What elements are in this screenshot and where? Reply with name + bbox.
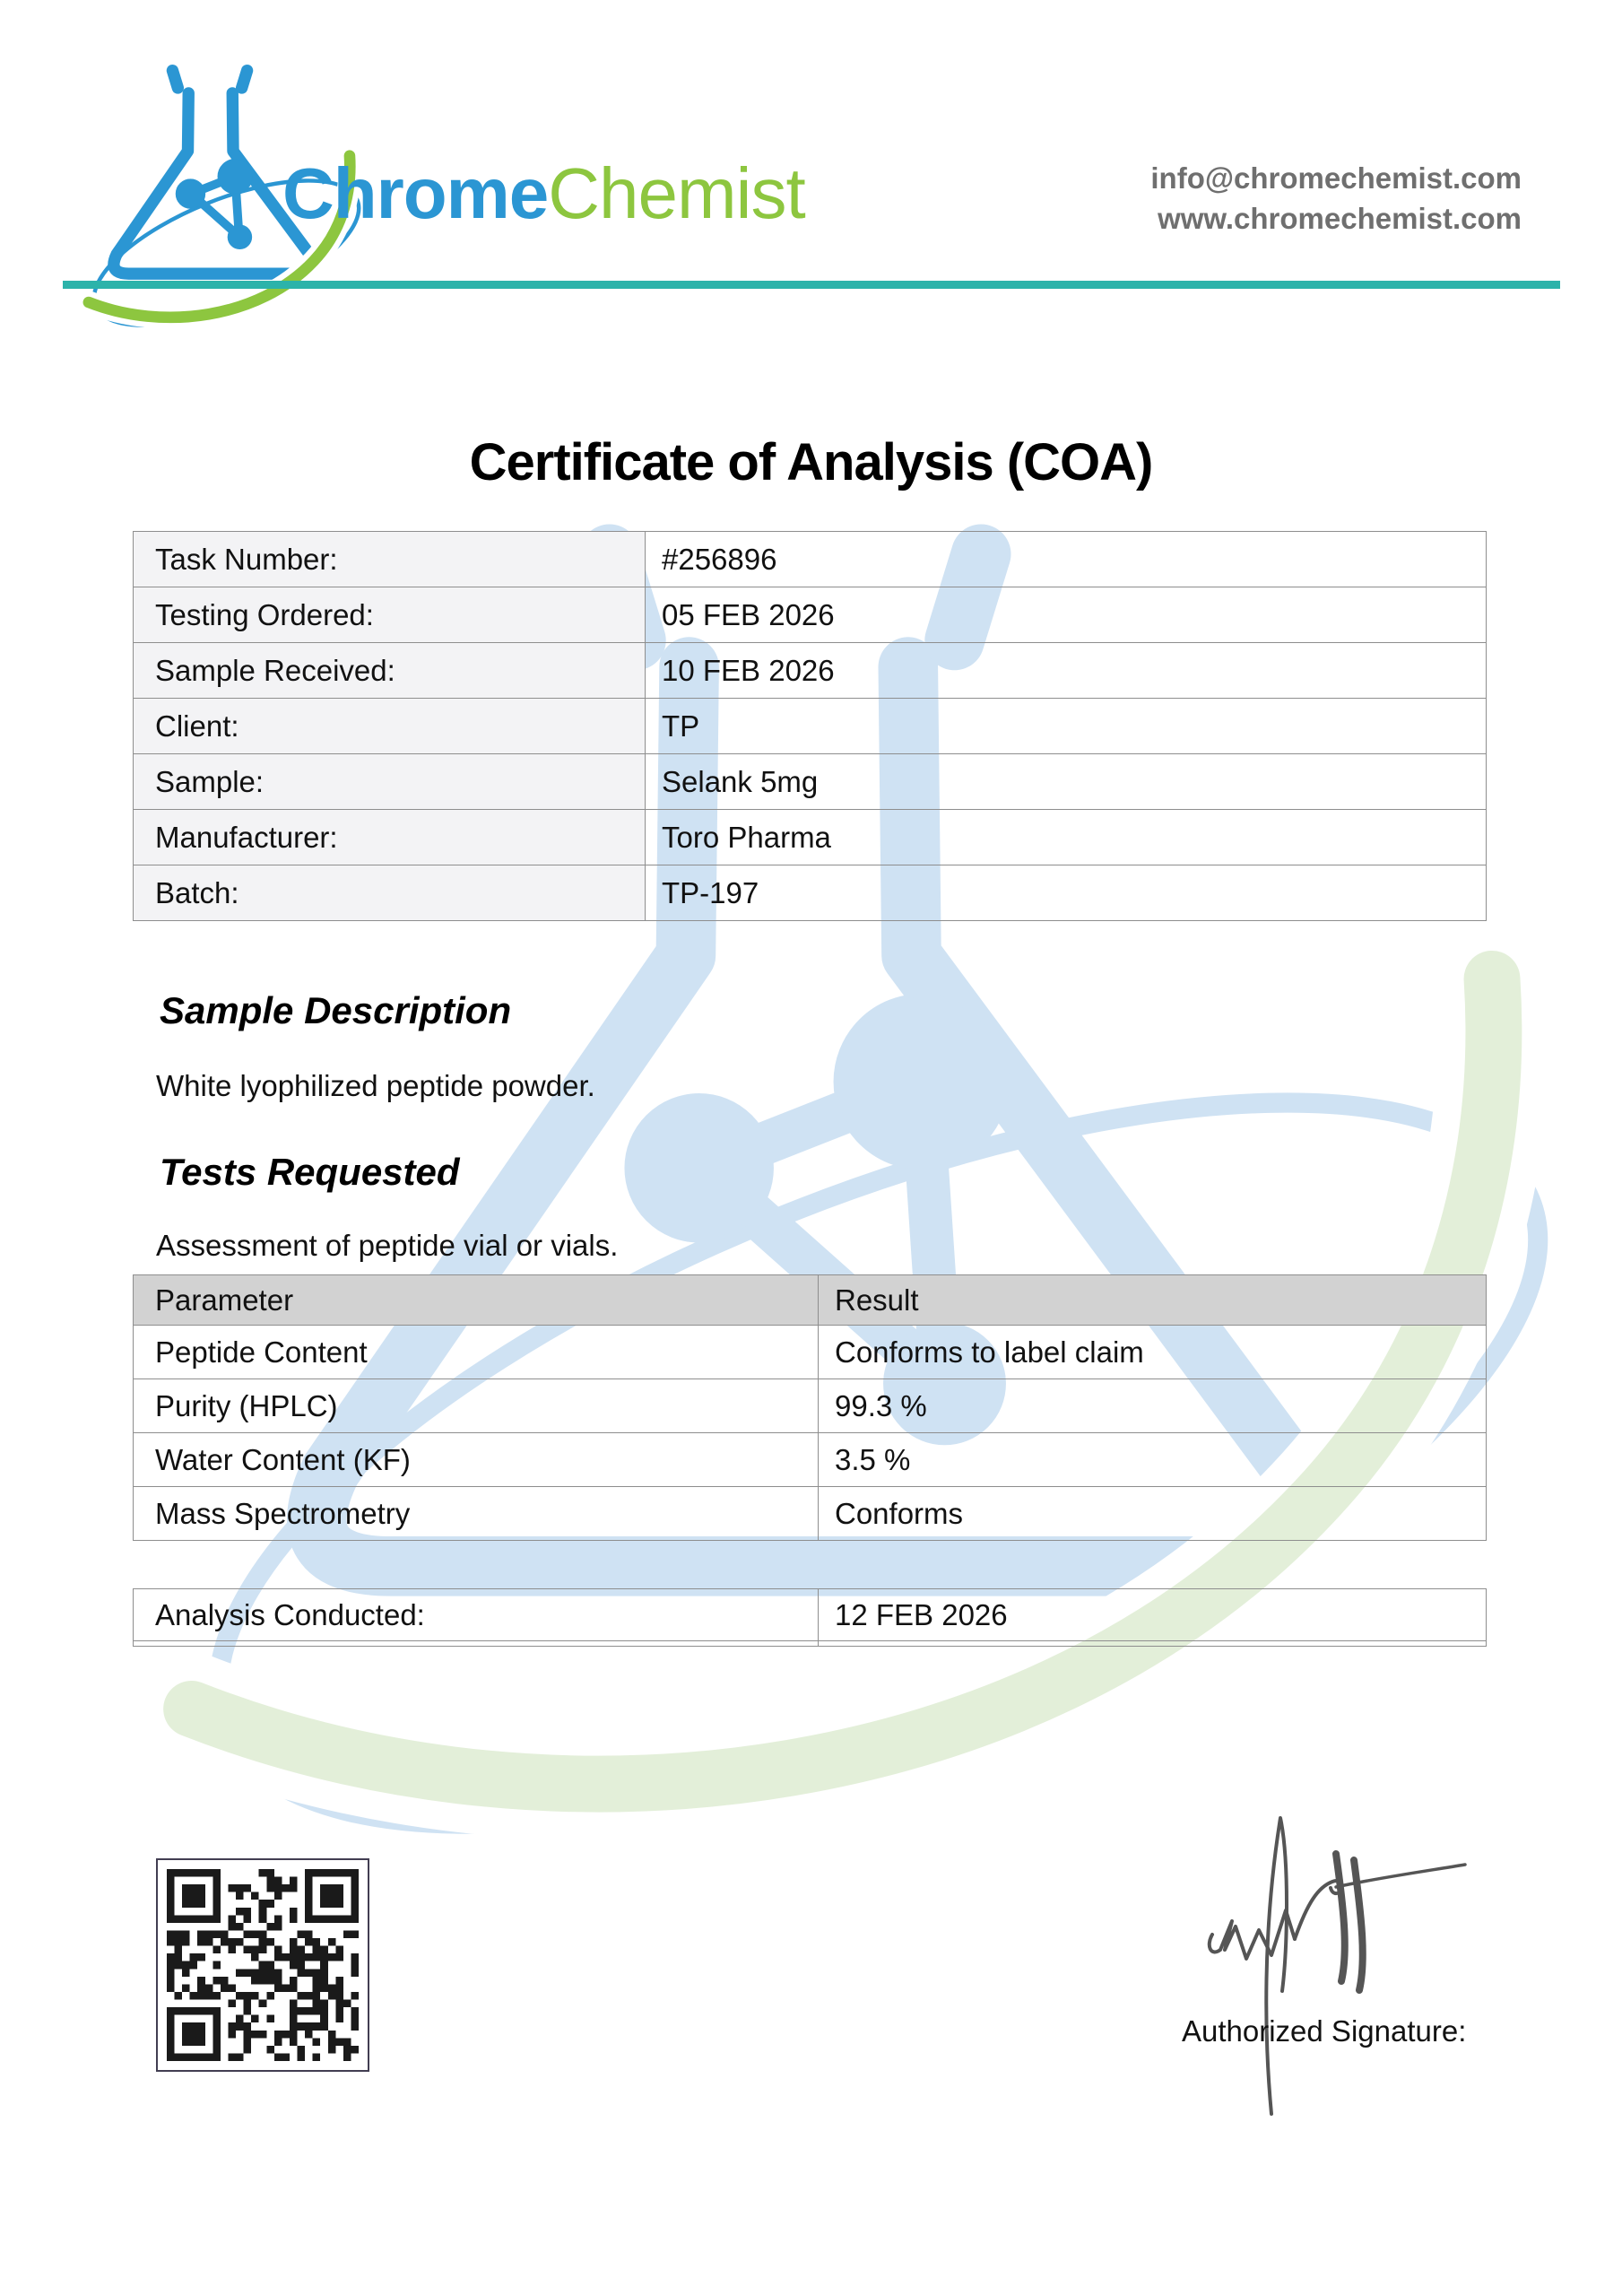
qr-code (156, 1858, 369, 2072)
info-value: 10 FEB 2026 (646, 643, 1487, 699)
table-row (134, 1379, 1487, 1433)
info-value: Toro Pharma (646, 810, 1487, 865)
column-header-parameter: Parameter (134, 1275, 819, 1326)
sample-description-body: White lyophilized peptide powder. (156, 1069, 595, 1102)
analysis-date-table (133, 1588, 1487, 1647)
contact-email: info@chromechemist.com (1150, 161, 1522, 195)
column-header-result: Result (819, 1275, 1487, 1326)
table-row (134, 1326, 1487, 1379)
table-row (134, 810, 1487, 865)
page-title: Certificate of Analysis (COA) (469, 433, 1153, 491)
parameter-cell: Mass Spectrometry (134, 1487, 819, 1541)
table-row (134, 532, 1487, 587)
info-value: TP (646, 699, 1487, 754)
contact-block (1150, 158, 1522, 239)
table-row (134, 754, 1487, 810)
contact-website: www.chromechemist.com (1158, 202, 1522, 235)
sample-description-heading: Sample Description (160, 989, 512, 1031)
info-label: Task Number: (134, 532, 646, 587)
brand-wordmark (282, 153, 805, 233)
table-row (134, 1487, 1487, 1541)
info-value: TP-197 (646, 865, 1487, 921)
tests-requested-heading: Tests Requested (160, 1151, 460, 1193)
sample-info-table (133, 531, 1487, 921)
result-cell: 3.5 % (819, 1433, 1487, 1487)
table-row (134, 587, 1487, 643)
table-row (134, 1433, 1487, 1487)
info-label: Client: (134, 699, 646, 754)
info-label: Manufacturer: (134, 810, 646, 865)
qr-code-pattern (167, 1869, 359, 2061)
info-value: #256896 (646, 532, 1487, 587)
table-header-row (134, 1275, 1487, 1326)
info-label: Testing Ordered: (134, 587, 646, 643)
results-table (133, 1274, 1487, 1541)
info-label: Sample: (134, 754, 646, 810)
parameter-cell: Purity (HPLC) (134, 1379, 819, 1433)
authorized-signature-label: Authorized Signature: (1182, 2014, 1467, 2048)
table-row (134, 699, 1487, 754)
result-cell: Conforms to label claim (819, 1326, 1487, 1379)
signature-scribble (1201, 1805, 1506, 2114)
teal-divider-rule (63, 281, 1560, 289)
result-cell: Conforms (819, 1487, 1487, 1541)
table-row (134, 865, 1487, 921)
parameter-cell: Peptide Content (134, 1326, 819, 1379)
table-row (134, 1589, 1487, 1641)
table-row (134, 643, 1487, 699)
info-label: Sample Received: (134, 643, 646, 699)
info-value: 05 FEB 2026 (646, 587, 1487, 643)
brand-word-chrome: Chrome (282, 153, 549, 233)
analysis-label: Analysis Conducted: (134, 1589, 819, 1641)
info-label: Batch: (134, 865, 646, 921)
analysis-value: 12 FEB 2026 (819, 1589, 1487, 1641)
result-cell: 99.3 % (819, 1379, 1487, 1433)
parameter-cell: Water Content (KF) (134, 1433, 819, 1487)
table-stub-row (134, 1641, 1487, 1647)
info-value: Selank 5mg (646, 754, 1487, 810)
tests-requested-body: Assessment of peptide vial or vials. (156, 1229, 619, 1262)
brand-word-chemist: Chemist (548, 153, 805, 233)
